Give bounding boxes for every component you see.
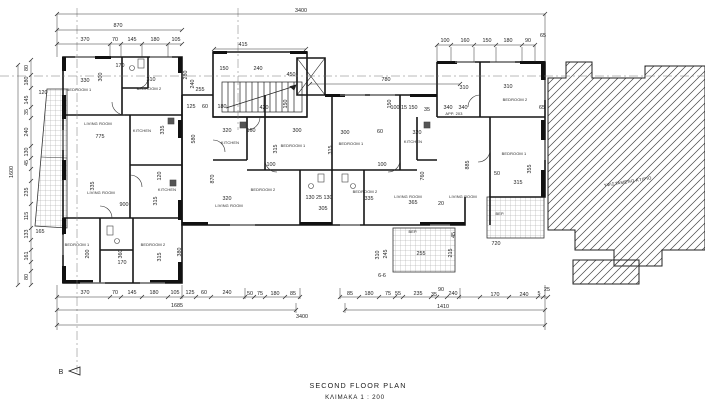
- dim-text: 165: [35, 229, 45, 235]
- room-label: KITCHEN: [220, 140, 240, 145]
- dim-text: 85: [290, 291, 296, 297]
- dim-text: 340: [443, 105, 453, 111]
- dim-text: 310: [375, 250, 381, 260]
- dim-text: 60: [201, 290, 207, 296]
- dim-text: 20: [438, 201, 444, 207]
- dim-text: 35: [24, 109, 30, 115]
- room-label: LIVING ROOM: [215, 203, 243, 208]
- dim-text: 1410: [437, 304, 449, 310]
- room-label: KITCHEN: [132, 128, 152, 133]
- room-label: BEDROOM 2: [250, 187, 276, 192]
- dim-text: 125: [186, 104, 196, 110]
- dim-text: 35: [431, 292, 437, 298]
- room-label: BEDROOM 1: [501, 151, 527, 156]
- dim-text: 305: [318, 206, 328, 212]
- dim-text: 145: [127, 37, 137, 43]
- room-label: KITCHEN: [403, 139, 423, 144]
- dim-text: 100: [440, 38, 450, 44]
- dim-text: 180: [270, 291, 280, 297]
- dim-text: 240: [190, 79, 196, 89]
- room-label: ΒΕΡ.: [408, 229, 418, 234]
- dim-text: 5: [537, 291, 541, 297]
- dim-text: 35: [424, 107, 430, 113]
- dim-text: 255: [195, 87, 205, 93]
- dim-text: 105: [171, 37, 181, 43]
- dim-text: 315: [328, 145, 334, 155]
- room-label: BEDROOM 1: [280, 143, 306, 148]
- section-marker-letter: B: [58, 369, 64, 376]
- dim-text: 245: [383, 249, 389, 259]
- dim-text: 115: [24, 211, 30, 221]
- drawing-scale: ΚΛΙΜΑΚΑ 1 : 200: [325, 394, 385, 401]
- dim-text: 1685: [171, 303, 183, 309]
- dim-text: 235: [24, 187, 30, 197]
- dim-text: 315: [273, 144, 279, 154]
- dim-text: 100: [377, 162, 387, 168]
- dim-text: 180: [150, 37, 160, 43]
- section-marker-triangle: [69, 367, 80, 375]
- dim-text: 6-6: [378, 273, 386, 279]
- dim-text: 330: [80, 78, 90, 84]
- dim-text: 65: [539, 105, 545, 111]
- dim-text: 150: [387, 99, 393, 109]
- dim-text: 70: [112, 290, 118, 296]
- room-label: APP. 203: [445, 111, 463, 116]
- dim-text: 370: [80, 37, 90, 43]
- dim-text: 240: [222, 290, 232, 296]
- dim-text: 45: [451, 232, 457, 238]
- dim-text: 150: [219, 66, 229, 72]
- dim-text: 80: [24, 274, 30, 280]
- room-label: BEDROOM 2: [502, 97, 528, 102]
- dim-text: 720: [491, 241, 501, 247]
- dim-text: 90: [525, 38, 531, 44]
- interior-walls: [63, 57, 545, 283]
- dim-text: 450: [286, 72, 296, 78]
- dim-text: 130 25 130: [305, 195, 333, 201]
- dim-text: 380: [177, 247, 183, 257]
- dim-text: 240: [448, 291, 458, 297]
- dim-text: 180: [364, 291, 374, 297]
- dim-text: 240: [519, 292, 529, 298]
- dim-text: 320: [222, 196, 232, 202]
- dim-text: 170: [117, 260, 127, 266]
- room-label: LIVING ROOM: [394, 194, 422, 199]
- room-label: BEDROOM 1: [64, 242, 90, 247]
- dim-text: 25: [544, 287, 550, 293]
- dim-text: 85: [347, 291, 353, 297]
- dim-text: 355: [527, 164, 533, 174]
- existing-building: [548, 62, 705, 284]
- dimension-texts: [9, 8, 550, 320]
- room-label: BEDROOM 2: [352, 189, 378, 194]
- dim-text: 320: [412, 130, 422, 136]
- dim-text: 235: [413, 291, 423, 297]
- dim-text: 170: [490, 292, 500, 298]
- dim-text: 120: [157, 171, 163, 181]
- existing-building-label: ΥΦΙΣΤΑΜΕΝΟ ΚΤΙΡΙΟ: [603, 175, 653, 188]
- dim-text: 280: [183, 70, 189, 80]
- room-label: LIVING ROOM: [449, 194, 477, 199]
- dim-text: 255: [416, 251, 426, 257]
- dim-text: 60: [377, 129, 383, 135]
- dim-text: 45: [24, 160, 30, 166]
- dim-text: 370: [80, 290, 90, 296]
- dim-text: 870: [113, 23, 123, 29]
- dim-text: 310: [503, 84, 513, 90]
- dim-text: 240: [253, 66, 263, 72]
- dim-text: 130: [24, 147, 30, 157]
- stair-arrowhead: [290, 85, 296, 90]
- dim-text: 160: [246, 128, 256, 134]
- shaft-cross: [297, 58, 325, 95]
- dim-text: 335: [364, 196, 374, 202]
- dim-text: 300: [98, 72, 104, 82]
- dim-text: 1600: [9, 166, 15, 178]
- room-label: BEDROOM 1: [66, 87, 92, 92]
- dim-text: 180: [503, 38, 513, 44]
- dim-text: 50: [247, 291, 253, 297]
- dim-text: 160: [460, 38, 470, 44]
- dim-text: 161: [24, 251, 30, 261]
- dim-text: 780: [381, 77, 391, 83]
- dim-text: 310: [459, 85, 469, 91]
- dim-text: 133: [24, 229, 30, 239]
- dim-text: 90: [438, 287, 444, 293]
- dim-text: 760: [420, 171, 426, 181]
- dim-text: 900: [119, 202, 129, 208]
- dim-text: 145: [24, 95, 30, 105]
- dim-text: 145: [127, 290, 137, 296]
- dim-text: 170: [115, 63, 125, 69]
- dim-text: 180: [149, 290, 159, 296]
- dim-text: 365: [408, 200, 418, 206]
- dim-text: 310: [146, 77, 156, 83]
- dim-text: 3400: [295, 8, 307, 14]
- dim-text: 335: [160, 125, 166, 135]
- veranda-center: [393, 228, 455, 272]
- dim-text: 180: [24, 76, 30, 86]
- dim-text: 315: [513, 180, 523, 186]
- dim-text: 320: [222, 128, 232, 134]
- dim-text: 300: [292, 128, 302, 134]
- dim-text: 75: [257, 291, 263, 297]
- room-label: BEDROOM 2: [140, 242, 166, 247]
- dim-text: 360: [118, 249, 124, 259]
- dim-text: 70: [112, 37, 118, 43]
- dim-text: 100 15 150: [390, 105, 418, 111]
- dim-text: 65: [540, 33, 546, 39]
- dim-text: 335: [90, 181, 96, 191]
- room-label: BEDROOM 2: [136, 86, 162, 91]
- dim-text: 315: [157, 252, 163, 262]
- dim-text: 420: [259, 105, 269, 111]
- room-label: LIVING ROOM: [84, 121, 112, 126]
- dim-text: 315: [153, 196, 159, 206]
- veranda-right: [487, 197, 544, 238]
- dim-text: 150: [283, 99, 289, 109]
- room-label: ΒΕΡ.: [495, 211, 505, 216]
- dim-text: 340: [458, 105, 468, 111]
- dim-text: 580: [191, 134, 197, 144]
- dim-text: 120: [38, 90, 48, 96]
- dim-text: 80: [24, 65, 30, 71]
- dim-text: 100: [266, 162, 276, 168]
- dim-text: 240: [24, 127, 30, 137]
- dim-text: 50: [494, 171, 500, 177]
- dim-text: 415: [238, 42, 248, 48]
- dim-text: 300: [340, 130, 350, 136]
- dim-text: 125: [185, 290, 195, 296]
- dim-text: 870: [210, 174, 216, 184]
- dim-text: 180: [217, 104, 227, 110]
- existing-building-annex: [573, 260, 639, 284]
- existing-building-outline: [548, 62, 705, 266]
- dim-text: 150: [482, 38, 492, 44]
- dim-text: 215: [448, 248, 454, 258]
- dim-text: 3400: [296, 314, 308, 320]
- walls: [63, 52, 545, 283]
- dim-text: 75: [385, 291, 391, 297]
- room-label: BEDROOM 1: [338, 141, 364, 146]
- dim-text: 60: [202, 104, 208, 110]
- dim-text: 105: [170, 290, 180, 296]
- dim-text: 55: [395, 291, 401, 297]
- dim-text: 885: [465, 160, 471, 170]
- room-label: LIVING ROOM: [87, 190, 115, 195]
- dim-text: 775: [95, 134, 105, 140]
- title-block: [310, 381, 407, 401]
- drawing-title: SECOND FLOOR PLAN: [309, 381, 407, 390]
- dim-text: 200: [85, 249, 91, 259]
- masonry-piers: [62, 51, 545, 283]
- room-label: KITCHEN: [157, 187, 177, 192]
